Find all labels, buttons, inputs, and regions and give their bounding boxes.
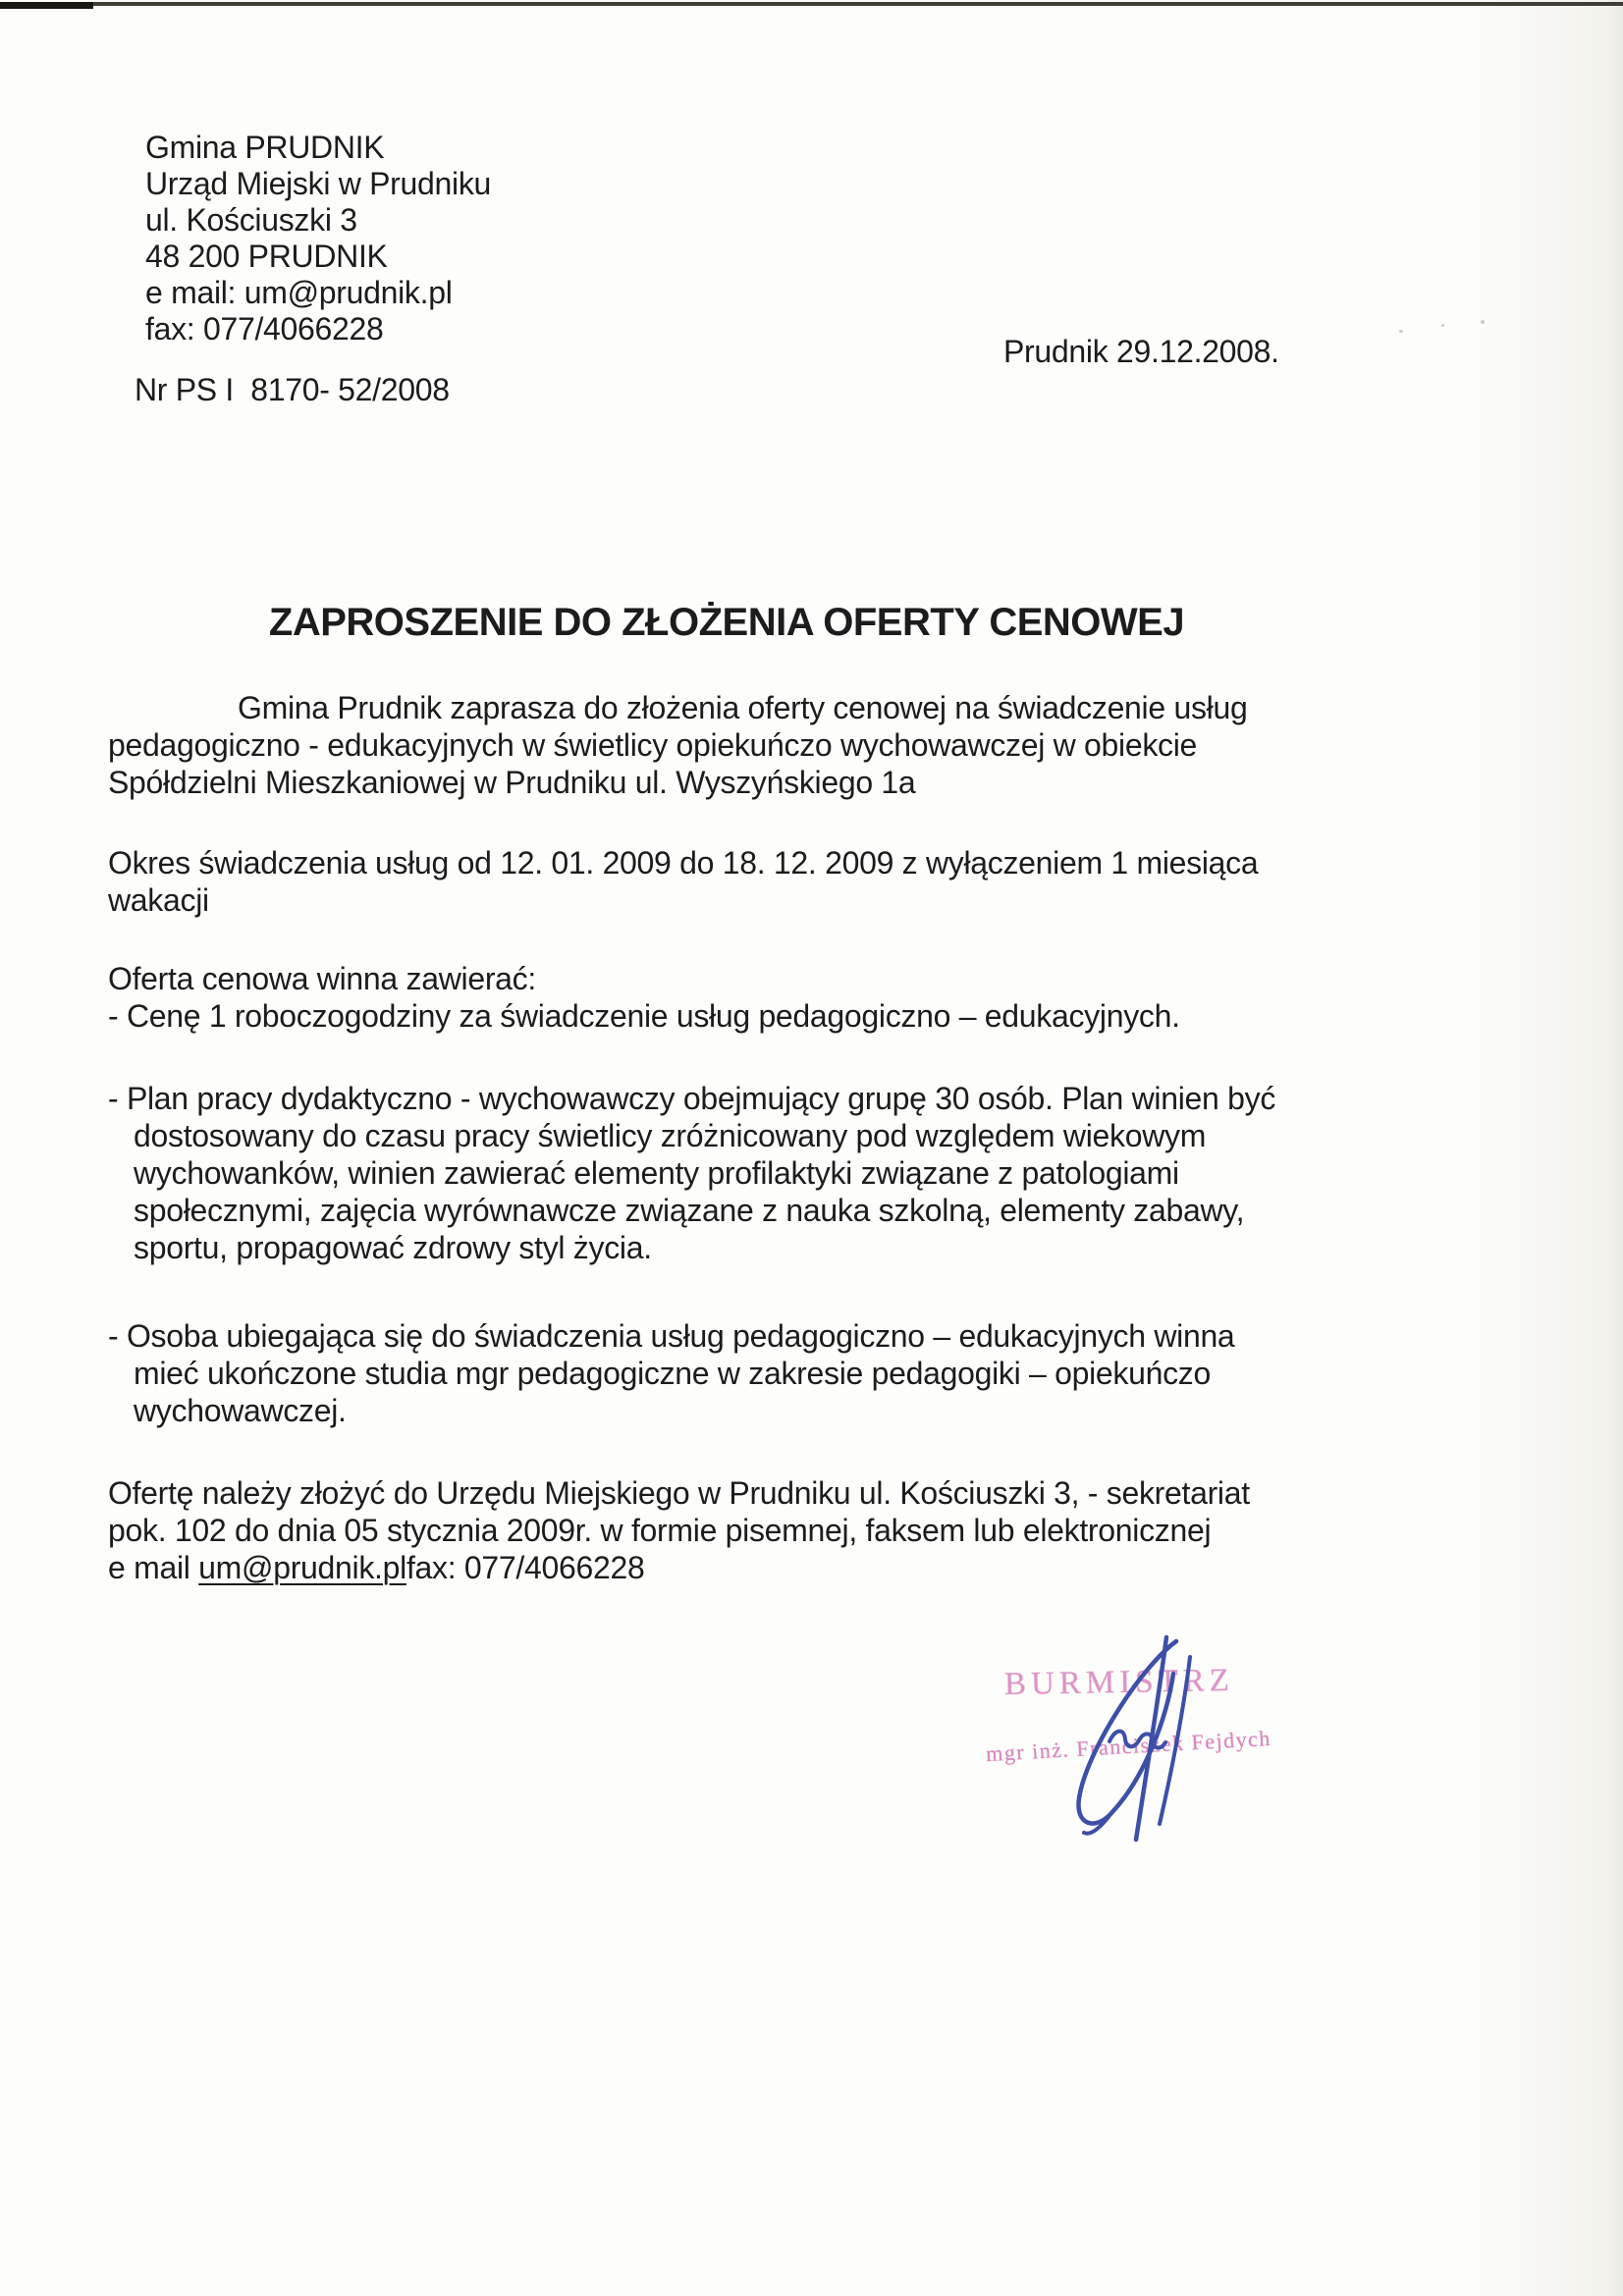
submission-line: Ofertę należy złożyć do Urzędu Miejskiego w Prudniku ul. Kościuszki 3, - sekretariat <box>108 1475 1250 1511</box>
letter-title: ZAPROSZENIE DO ZŁOŻENIA OFERTY CENOWEJ <box>268 601 1185 644</box>
offer-line: - Cenę 1 roboczogodziny za świadczenie usług pedagogiczno – edukacyjnych. <box>108 998 1180 1034</box>
scan-speck <box>1399 330 1403 333</box>
intro-paragraph <box>108 689 1551 801</box>
stamp-signatory-name: mgr inż. Franciszek Fejdych <box>985 1725 1272 1767</box>
sender-fax: fax: 077/4066228 <box>145 311 384 347</box>
reference-number: Nr PS I 8170- 52/2008 <box>135 372 450 407</box>
submission-paragraph <box>108 1474 1551 1586</box>
qualification-line: - Osoba ubiegająca się do świadczenia usług pedagogiczno – edukacyjnych winna <box>108 1318 1235 1354</box>
qualification-line: wychowawczej. <box>134 1393 347 1428</box>
handwritten-signature-icon <box>1049 1629 1220 1843</box>
plan-line: społecznymi, zajęcia wyrównawcze związane z nauka szkolną, elementy zabawy, <box>134 1193 1245 1228</box>
submission-line <box>108 1549 1551 1586</box>
submission-email-prefix: e mail <box>108 1550 199 1585</box>
submission-line: pok. 102 do dnia 05 stycznia 2009r. w formie pisemnej, faksem lub elektronicznej <box>108 1513 1212 1548</box>
period-paragraph <box>108 844 1551 919</box>
intro-line: pedagogiczno - edukacyjnych w świetlicy opiekuńczo wychowawczej w obiekcie <box>108 727 1198 763</box>
sender-office: Urząd Miejski w Prudniku <box>145 166 492 201</box>
intro-line: Gmina Prudnik zaprasza do złożenia oferty cenowej na świadczenie usług <box>238 690 1248 725</box>
sender-email: e mail: um@prudnik.pl <box>145 275 453 310</box>
plan-line: dostosowany do czasu pracy świetlicy zróżnicowany pod względem wiekowym <box>134 1118 1207 1153</box>
stamp-burmistrz: BURMISTRZ <box>1003 1662 1235 1703</box>
letter-body <box>108 689 1551 1586</box>
plan-line: - Plan pracy dydaktyczno - wychowawczy obejmujący grupę 30 osób. Plan winien być <box>108 1081 1276 1116</box>
offer-requirements-paragraph <box>108 960 1551 1035</box>
scan-speck <box>1481 320 1485 324</box>
sender-street: ul. Kościuszki 3 <box>145 202 357 238</box>
sender-organization: Gmina PRUDNIK <box>145 130 385 165</box>
scan-edge-line <box>0 2 1623 6</box>
plan-line: sportu, propagować zdrowy styl życia. <box>134 1230 652 1265</box>
intro-line: Spółdzielni Mieszkaniowej w Prudniku ul. Wyszyńskiego 1a <box>108 765 916 800</box>
qualifications-paragraph <box>108 1317 1551 1429</box>
plan-line: wychowanków, winien zawierać elementy profilaktyki związane z patologiami <box>134 1155 1179 1191</box>
place-date: Prudnik 29.12.2008. <box>1003 334 1279 369</box>
sender-postal-city: 48 200 PRUDNIK <box>145 239 388 274</box>
sender-address-block <box>145 130 491 347</box>
submission-fax-suffix: fax: 077/4066228 <box>406 1550 645 1585</box>
offer-line: Oferta cenowa winna zawierać: <box>108 961 536 996</box>
period-line: wakacji <box>108 882 209 918</box>
qualification-line: mieć ukończone studia mgr pedagogiczne w zakresie pedagogiki – opiekuńczo <box>134 1356 1211 1391</box>
scan-speck <box>1441 324 1444 327</box>
plan-paragraph <box>108 1080 1551 1266</box>
period-line: Okres świadczenia usług od 12. 01. 2009 do 18. 12. 2009 z wyłączeniem 1 miesiąca <box>108 845 1259 881</box>
email-underlined: um@prudnik.pl <box>198 1550 406 1585</box>
